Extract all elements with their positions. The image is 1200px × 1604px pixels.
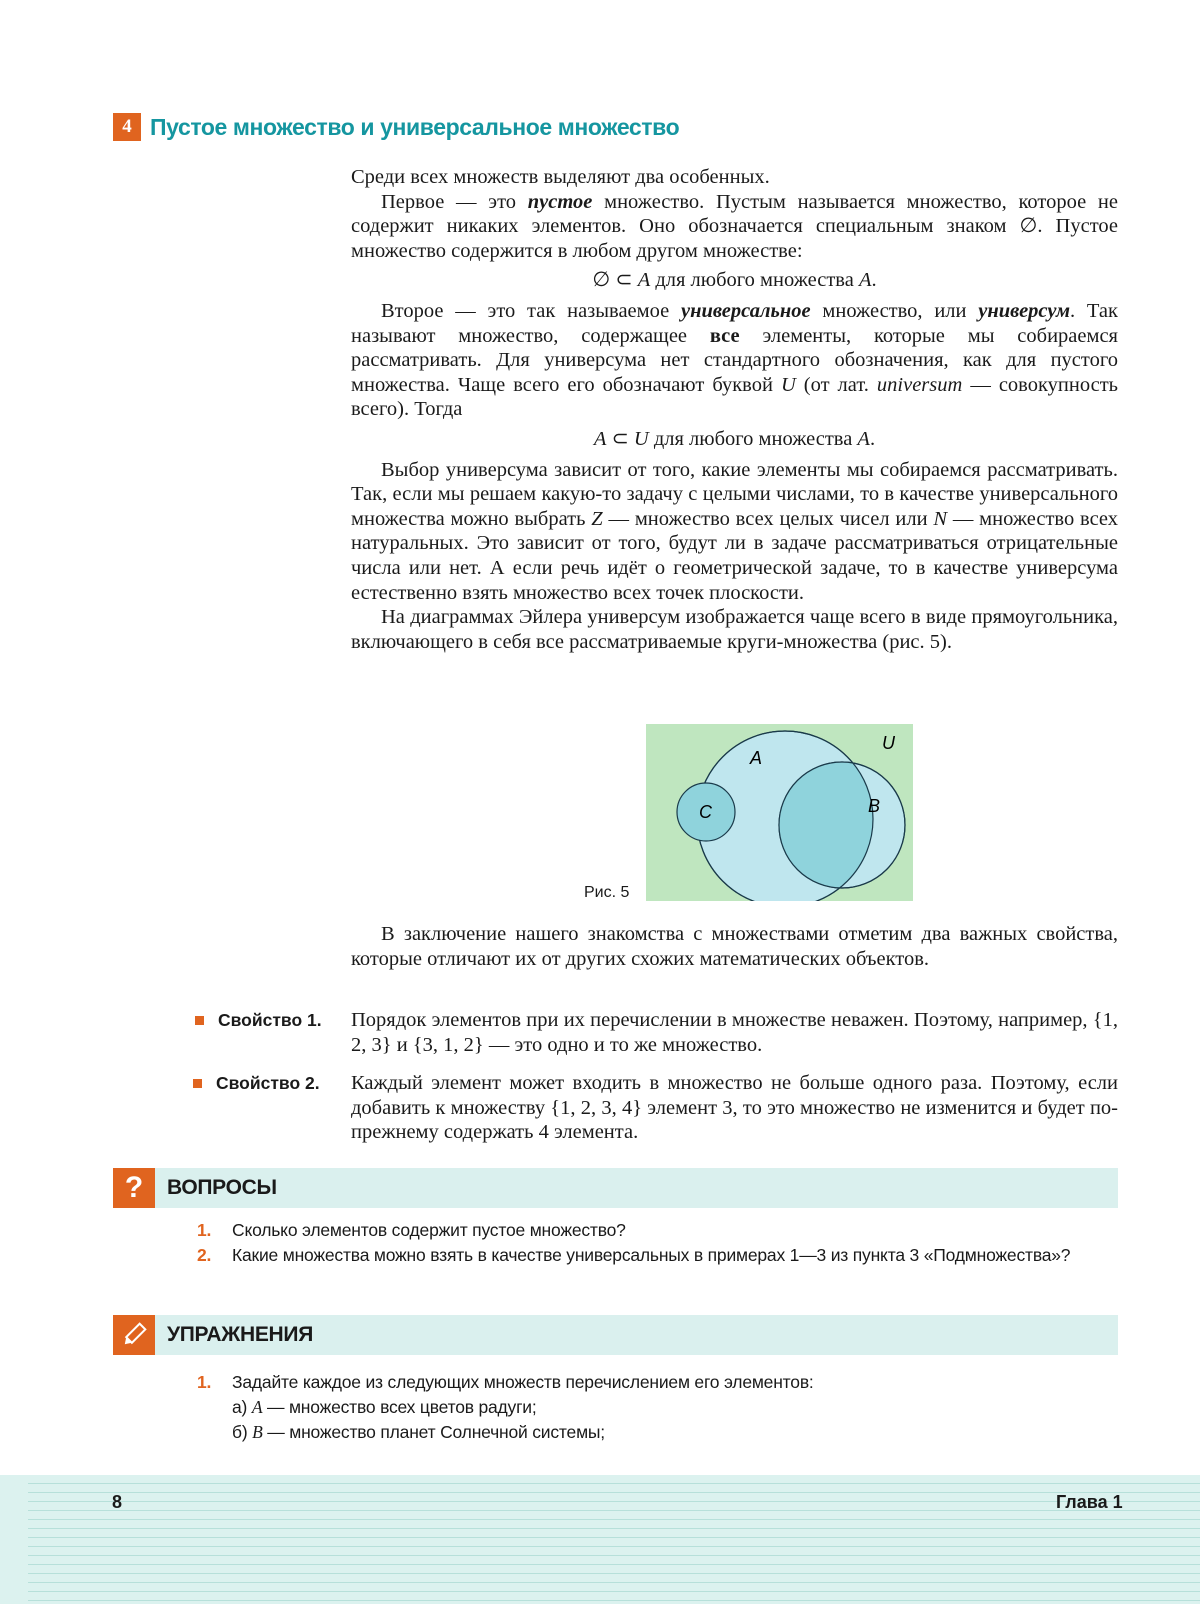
exercises-header bbox=[113, 1315, 1118, 1355]
questions-list bbox=[197, 1218, 1118, 1268]
formula: A ⊂ U для любого множества A. bbox=[593, 427, 876, 450]
paragraph: Выбор универсума зависит от того, какие элементы мы собираемся рассматривать. Так, если мы решаем какую-то задачу с целыми числами, то в качестве универсального множества можно выбрать Z — множество всех целых чисел или N — множество всех натуральных. Это зависит от того, будут ли в задаче рассматриваться отрицательные числа или нет. А если речь идёт о геометрической задаче, то в качестве универсума естественно взять множество всех точек плоскости. bbox=[351, 458, 1118, 604]
property-1-text: Порядок элементов при их перечислении в множестве неважен. Поэтому, например, {1, 2, 3} и {3, 1, 2} — это одно и то же множество. bbox=[351, 1009, 1118, 1056]
label-c: C bbox=[699, 802, 712, 822]
list-item: 1. Сколько элементов содержит пустое множество? bbox=[197, 1220, 626, 1240]
conclusion-text bbox=[351, 922, 1118, 971]
label-a: A bbox=[750, 748, 763, 768]
chapter-label: Глава 1 bbox=[1056, 1492, 1123, 1512]
figure-caption: Рис. 5 bbox=[584, 884, 630, 901]
label-u: U bbox=[882, 733, 895, 753]
paragraph: В заключение нашего знакомства с множествами отметим два важных свойства, которые отличают их от других схожих математических объектов. bbox=[351, 923, 1118, 970]
bullet-icon bbox=[193, 1079, 202, 1088]
page-footer bbox=[0, 1475, 1200, 1604]
paragraph: Среди всех множеств выделяют два особенных. bbox=[351, 166, 770, 188]
exercises-list bbox=[197, 1370, 1118, 1445]
list-item: 1. Задайте каждое из следующих множеств перечислением его элементов: bbox=[197, 1372, 814, 1392]
question-mark-icon: ? bbox=[113, 1168, 155, 1208]
questions-header bbox=[113, 1168, 1118, 1208]
label-b: B bbox=[868, 796, 881, 816]
property-1-label: Свойство 1. bbox=[195, 1010, 322, 1031]
bullet-icon bbox=[195, 1016, 204, 1025]
exercises-title: УПРАЖНЕНИЯ bbox=[167, 1323, 313, 1346]
section-number: 4 bbox=[113, 113, 141, 141]
paragraph: Второе — это так называемое универсальное множество, или универсум. Так называют множество, содержащее все элементы, которые мы собираемся рассматривать. Для универсума нет стандартного обозначения, как для пустого множества. Чаще всего его обозначают буквой U (от лат. universum — совокупность всего). Тогда bbox=[351, 299, 1118, 421]
list-item: 2. Какие множества можно взять в качестве универсальных в примерах 1—3 из пункта 3 «Подмножества»? bbox=[197, 1245, 1071, 1265]
sub-item: б) B — множество планет Солнечной системы; bbox=[232, 1422, 605, 1442]
section-title: Пустое множество и универсальное множество bbox=[150, 113, 680, 140]
section-heading bbox=[113, 113, 679, 141]
formula: ∅ ⊂ A для любого множества A. bbox=[592, 269, 877, 292]
main-text bbox=[351, 165, 1118, 654]
sub-item: а) A — множество всех цветов радуги; bbox=[232, 1397, 537, 1417]
page-number: 8 bbox=[112, 1492, 123, 1512]
property-2-label: Свойство 2. bbox=[193, 1073, 320, 1094]
paragraph: Первое — это пустое множество. Пустым называется множество, которое не содержит никаких элементов. Оно обозначается специальным знаком ∅. Пустое множество содержится в любом другом множестве: bbox=[351, 190, 1119, 262]
pencil-icon bbox=[113, 1315, 155, 1355]
paragraph: На диаграммах Эйлера универсум изображается чаще всего в виде прямоугольника, включающего в себя все рассматриваемые круги-множества (рис. 5). bbox=[351, 606, 1118, 653]
euler-diagram bbox=[646, 724, 913, 901]
questions-title: ВОПРОСЫ bbox=[167, 1176, 277, 1199]
property-2-text: Каждый элемент может входить в множество не больше одного раза. Поэтому, если добавить к множеству {1, 2, 3, 4} элемент 3, то это множество не изменится и будет по-прежнему содержать 4 элемента. bbox=[351, 1072, 1118, 1144]
term-empty: пустое bbox=[527, 190, 593, 213]
